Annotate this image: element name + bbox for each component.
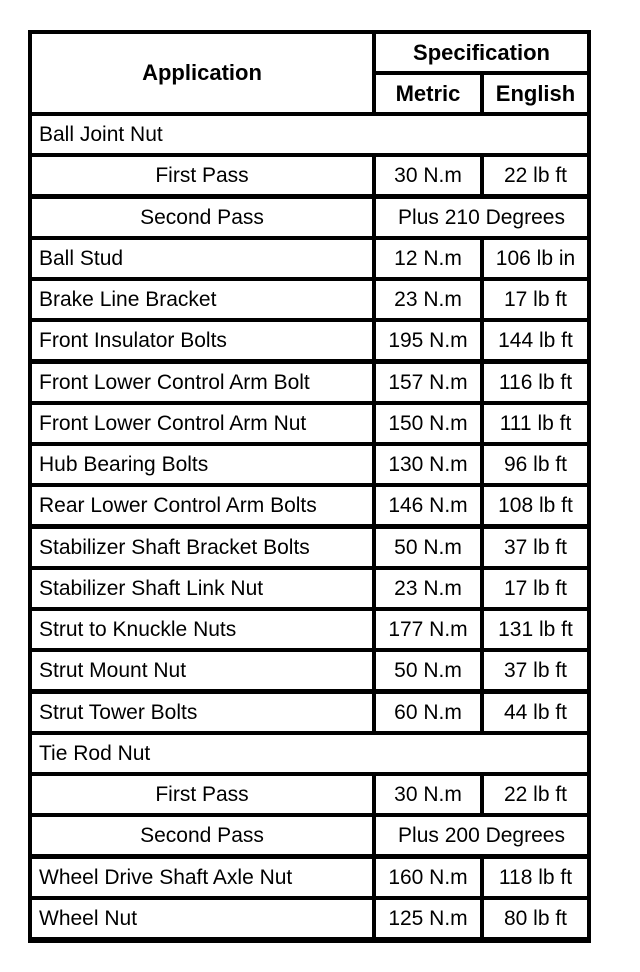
english-value: 80 lb ft [484, 900, 587, 937]
metric-value: 177 N.m [376, 611, 480, 648]
metric-value: 130 N.m [376, 446, 480, 483]
english-value: 106 lb in [484, 240, 587, 277]
english-value: 111 lb ft [484, 405, 587, 442]
english-value: 17 lb ft [484, 281, 587, 318]
english-value: 118 lb ft [484, 859, 587, 896]
sub-step-label: Second Pass [32, 199, 372, 236]
english-value: 37 lb ft [484, 652, 587, 689]
header-application: Application [32, 34, 372, 112]
application-label: Wheel Drive Shaft Axle Nut [32, 859, 372, 896]
metric-value: 60 N.m [376, 694, 480, 731]
english-value: 37 lb ft [484, 529, 587, 566]
english-value: 116 lb ft [484, 364, 587, 401]
metric-value: 150 N.m [376, 405, 480, 442]
metric-value: 30 N.m [376, 776, 480, 813]
metric-value: 195 N.m [376, 322, 480, 359]
metric-value: 160 N.m [376, 859, 480, 896]
group-label: Ball Joint Nut [32, 116, 587, 153]
spec-span-value: Plus 200 Degrees [376, 817, 587, 854]
sub-step-label: First Pass [32, 157, 372, 194]
header-specification: Specification [376, 34, 587, 71]
application-label: Rear Lower Control Arm Bolts [32, 487, 372, 524]
torque-spec-table [28, 30, 591, 943]
application-label: Ball Stud [32, 240, 372, 277]
metric-value: 23 N.m [376, 570, 480, 607]
metric-value: 50 N.m [376, 529, 480, 566]
english-value: 108 lb ft [484, 487, 587, 524]
english-value: 22 lb ft [484, 157, 587, 194]
metric-value: 23 N.m [376, 281, 480, 318]
metric-value: 12 N.m [376, 240, 480, 277]
english-value: 144 lb ft [484, 322, 587, 359]
application-label: Strut Mount Nut [32, 652, 372, 689]
english-value: 17 lb ft [484, 570, 587, 607]
application-label: Front Lower Control Arm Nut [32, 405, 372, 442]
english-value: 44 lb ft [484, 694, 587, 731]
application-label: Brake Line Bracket [32, 281, 372, 318]
header-english: English [484, 75, 587, 112]
application-label: Strut Tower Bolts [32, 694, 372, 731]
application-label: Hub Bearing Bolts [32, 446, 372, 483]
english-value: 22 lb ft [484, 776, 587, 813]
english-value: 131 lb ft [484, 611, 587, 648]
application-label: Front Insulator Bolts [32, 322, 372, 359]
sub-step-label: First Pass [32, 776, 372, 813]
group-label: Tie Rod Nut [32, 735, 587, 772]
application-label: Wheel Nut [32, 900, 372, 937]
metric-value: 125 N.m [376, 900, 480, 937]
application-label: Stabilizer Shaft Link Nut [32, 570, 372, 607]
english-value: 96 lb ft [484, 446, 587, 483]
header-metric: Metric [376, 75, 480, 112]
application-label: Stabilizer Shaft Bracket Bolts [32, 529, 372, 566]
sub-step-label: Second Pass [32, 817, 372, 854]
application-label: Strut to Knuckle Nuts [32, 611, 372, 648]
spec-span-value: Plus 210 Degrees [376, 199, 587, 236]
metric-value: 146 N.m [376, 487, 480, 524]
application-label: Front Lower Control Arm Bolt [32, 364, 372, 401]
metric-value: 157 N.m [376, 364, 480, 401]
metric-value: 50 N.m [376, 652, 480, 689]
metric-value: 30 N.m [376, 157, 480, 194]
